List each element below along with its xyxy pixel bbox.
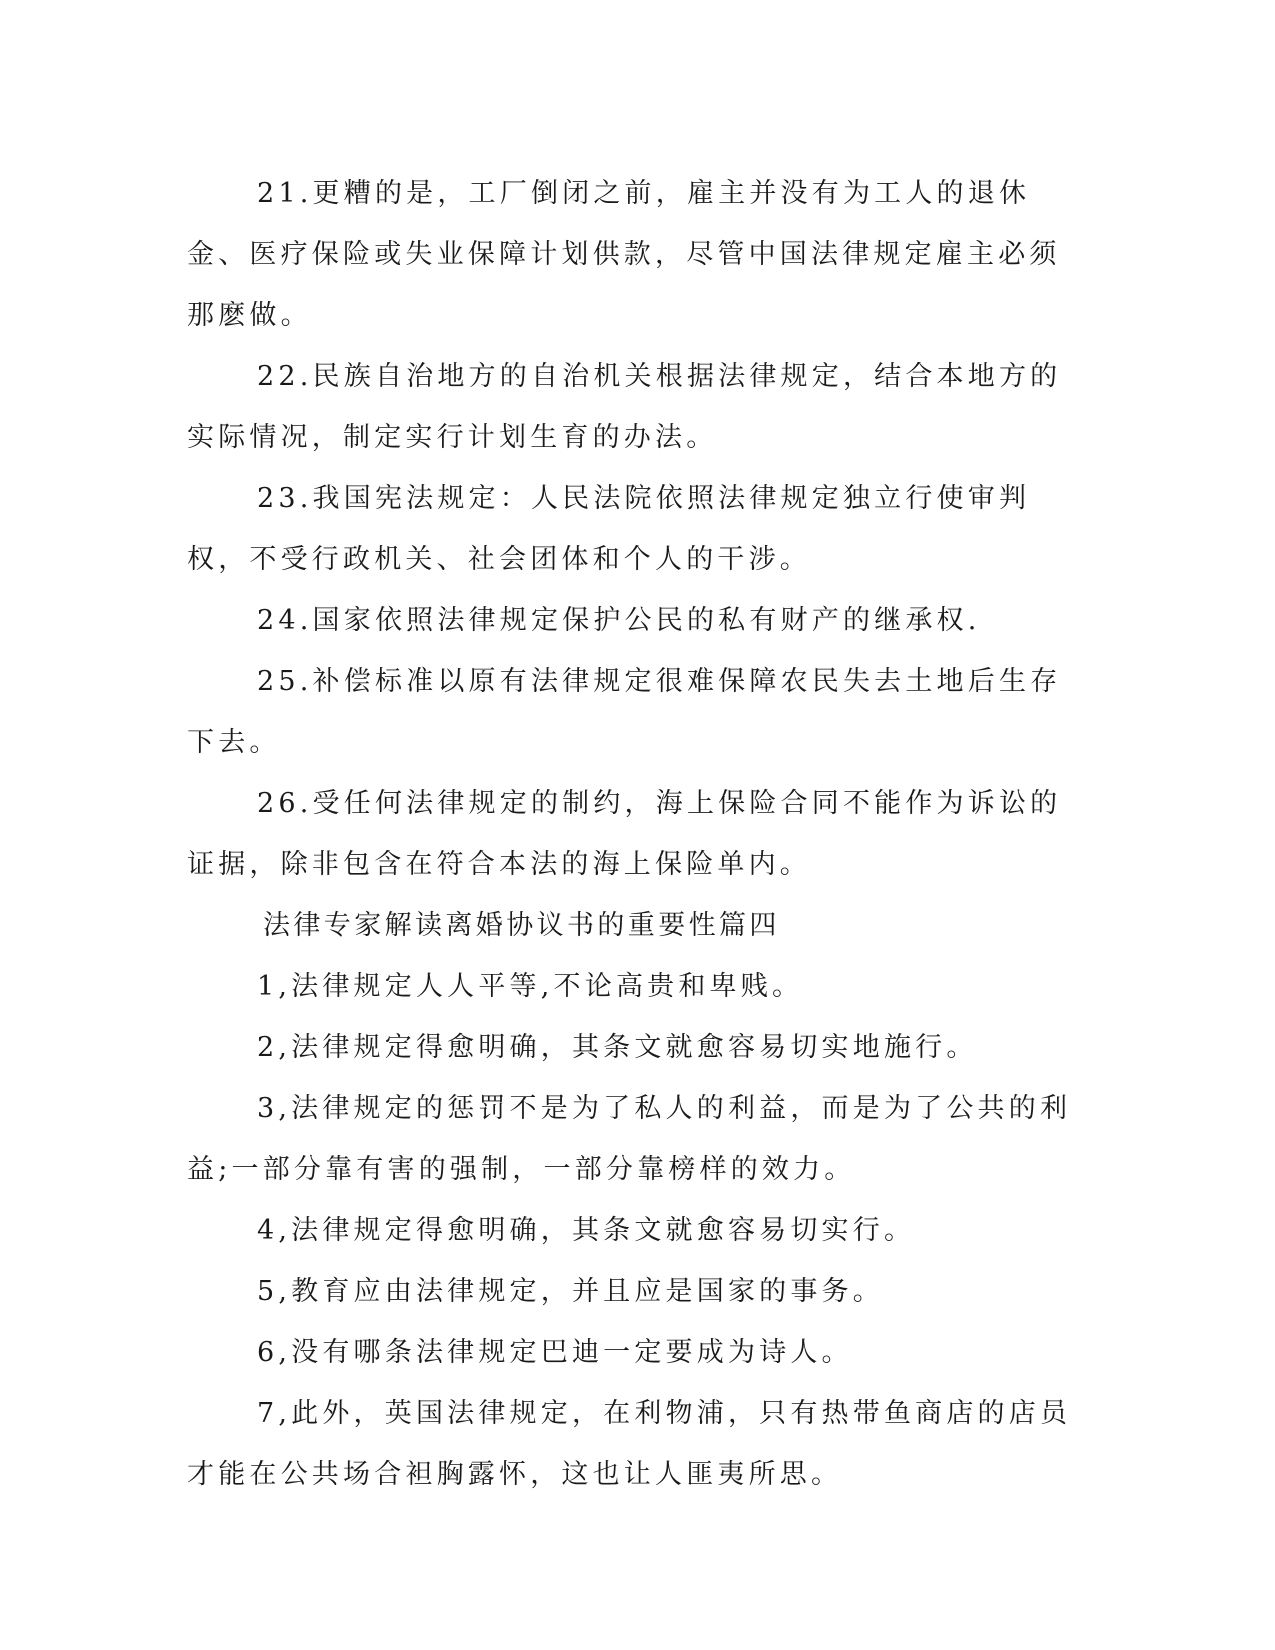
- paragraph-25: 25.补偿标准以原有法律规定很难保障农民失去土地后生存下去。: [187, 666, 1062, 758]
- paragraph-21: 21.更糟的是，工厂倒闭之前，雇主并没有为工人的退休金、医疗保险或失业保障计划供款，尽管中国法律规定雇主必须那麽做。: [187, 178, 1061, 331]
- paragraph-1: 1,法律规定人人平等,不论高贵和卑贱。: [257, 971, 804, 1002]
- paragraph-7: 7,此外，英国法律规定，在利物浦，只有热带鱼商店的店员才能在公共场合袒胸露怀，这也让人匪夷所思。: [187, 1398, 1072, 1490]
- paragraph-2: 2,法律规定得愈明确，其条文就愈容易切实地施行。: [257, 1032, 978, 1063]
- paragraph-23: 23.我国宪法规定：人民法院依照法律规定独立行使审判权，不受行政机关、社会团体和个人的干涉。: [187, 483, 1031, 575]
- paragraph-3: 3,法律规定的惩罚不是为了私人的利益，而是为了公共的利益;一部分靠有害的强制，一部分靠榜样的效力。: [187, 1093, 1072, 1185]
- paragraph-24: 24.国家依照法律规定保护公民的私有财产的继承权.: [257, 605, 981, 636]
- paragraph-4: 4,法律规定得愈明确，其条文就愈容易切实行。: [257, 1215, 916, 1246]
- paragraph-22: 22.民族自治地方的自治机关根据法律规定，结合本地方的实际情况，制定实行计划生育的办法。: [187, 361, 1062, 453]
- paragraph-6: 6,没有哪条法律规定巴迪一定要成为诗人。: [257, 1337, 853, 1368]
- paragraph-26: 26.受任何法律规定的制约，海上保险合同不能作为诉讼的证据，除非包含在符合本法的海上保险单内。: [187, 788, 1062, 880]
- section-heading: 法律专家解读离婚协议书的重要性篇四: [263, 910, 780, 941]
- document-body: [187, 163, 1077, 1505]
- paragraph-5: 5,教育应由法律规定，并且应是国家的事务。: [257, 1276, 884, 1307]
